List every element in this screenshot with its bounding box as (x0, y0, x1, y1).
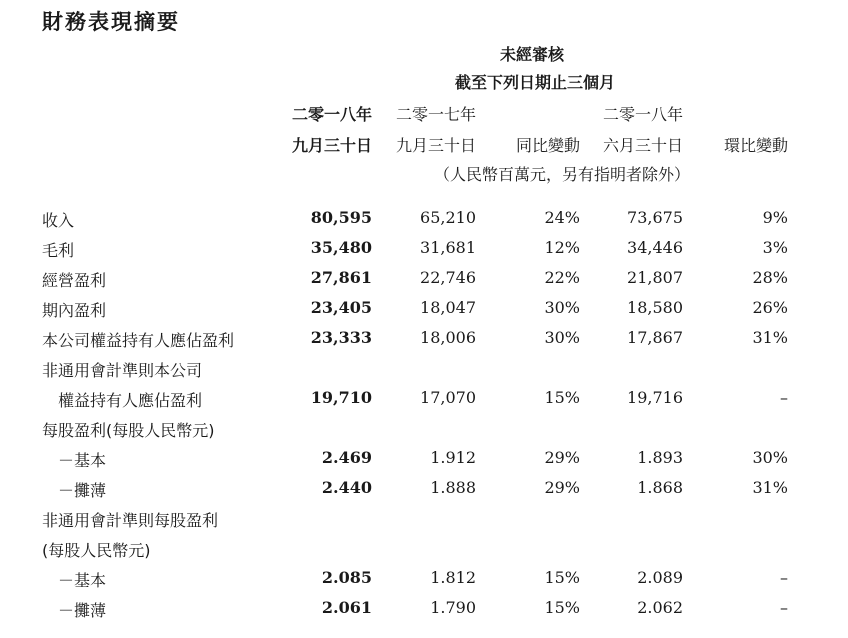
cell-2017-sep: 17,070 (420, 388, 476, 407)
cell-2018-jun: 19,716 (627, 388, 683, 407)
cell-2018-jun: 21,807 (627, 268, 683, 287)
cell-qoq: 31% (752, 328, 788, 347)
cell-2017-sep: 65,210 (420, 208, 476, 227)
table-row (0, 268, 848, 298)
cell-yoy: 15% (544, 598, 580, 617)
row-label: 非通用會計準則本公司 (42, 361, 203, 380)
cell-qoq: – (780, 598, 788, 617)
unaudited-label: 未經審核 (500, 45, 565, 64)
table-row (0, 478, 848, 508)
cell-2018-sep: 35,480 (310, 238, 372, 257)
cell-yoy: 15% (544, 568, 580, 587)
cell-2018-sep: 2.440 (321, 478, 372, 497)
table-row (0, 538, 848, 568)
page-title: 財務表現摘要 (42, 10, 180, 34)
cell-2017-sep: 31,681 (420, 238, 476, 257)
col1-header-date: 九月三十日 (291, 136, 372, 155)
cell-qoq: 30% (752, 448, 788, 467)
cell-2017-sep: 22,746 (420, 268, 476, 287)
row-label: 權益持有人應佔盈利 (58, 391, 203, 410)
cell-2018-jun: 18,580 (627, 298, 683, 317)
col4-header-year: 二零一八年 (602, 105, 683, 124)
row-label: －攤薄 (58, 481, 107, 500)
cell-2018-sep: 27,861 (310, 268, 372, 287)
cell-2018-jun: 17,867 (627, 328, 683, 347)
cell-2018-sep: 19,710 (310, 388, 372, 407)
cell-2017-sep: 1.912 (430, 448, 476, 467)
col4-header-date: 六月三十日 (602, 136, 683, 155)
cell-yoy: 22% (544, 268, 580, 287)
cell-yoy: 12% (544, 238, 580, 257)
cell-yoy: 15% (544, 388, 580, 407)
cell-2018-jun: 1.893 (637, 448, 683, 467)
table-row (0, 298, 848, 328)
row-label: 經營盈利 (42, 271, 107, 290)
cell-qoq: 28% (752, 268, 788, 287)
cell-qoq: – (780, 388, 788, 407)
table-row (0, 388, 848, 418)
row-label: (每股人民幣元) (42, 541, 151, 560)
col2-header-year: 二零一七年 (395, 105, 476, 124)
cell-yoy: 29% (544, 478, 580, 497)
cell-2018-jun: 2.062 (637, 598, 683, 617)
col2-header-date: 九月三十日 (395, 136, 476, 155)
table-row (0, 448, 848, 478)
col1-header-year: 二零一八年 (291, 105, 372, 124)
period-label: 截至下列日期止三個月 (455, 73, 616, 92)
cell-yoy: 29% (544, 448, 580, 467)
table-row (0, 598, 848, 628)
row-label: －基本 (58, 451, 107, 470)
table-row (0, 208, 848, 238)
cell-2017-sep: 18,006 (420, 328, 476, 347)
cell-2017-sep: 18,047 (420, 298, 476, 317)
row-label: 每股盈利(每股人民幣元) (42, 421, 215, 440)
cell-qoq: – (780, 568, 788, 587)
cell-2018-jun: 2.089 (637, 568, 683, 587)
cell-2018-sep: 2.469 (321, 448, 372, 467)
row-label: －攤薄 (58, 601, 107, 620)
cell-2018-sep: 23,405 (310, 298, 372, 317)
cell-qoq: 26% (752, 298, 788, 317)
cell-2017-sep: 1.812 (430, 568, 476, 587)
cell-2017-sep: 1.790 (430, 598, 476, 617)
row-label: 非通用會計準則每股盈利 (42, 511, 219, 530)
cell-2018-sep: 2.061 (321, 598, 372, 617)
row-label: 期內盈利 (42, 301, 107, 320)
cell-2018-sep: 23,333 (310, 328, 372, 347)
table-row (0, 418, 848, 448)
cell-2018-jun: 34,446 (627, 238, 683, 257)
cell-2018-sep: 80,595 (310, 208, 372, 227)
unit-note: （人民幣百萬元，另有指明者除外） (434, 165, 691, 184)
row-label: 收入 (42, 211, 75, 230)
col5-header: 環比變動 (723, 136, 788, 155)
row-label: 毛利 (42, 241, 75, 260)
table-row (0, 328, 848, 358)
table-row (0, 358, 848, 388)
cell-yoy: 24% (544, 208, 580, 227)
cell-yoy: 30% (544, 298, 580, 317)
cell-2018-jun: 73,675 (627, 208, 683, 227)
cell-qoq: 9% (762, 208, 788, 227)
cell-2018-jun: 1.868 (637, 478, 683, 497)
cell-qoq: 31% (752, 478, 788, 497)
cell-qoq: 3% (762, 238, 788, 257)
cell-yoy: 30% (544, 328, 580, 347)
row-label: 本公司權益持有人應佔盈利 (42, 331, 235, 350)
table-row (0, 568, 848, 598)
row-label: －基本 (58, 571, 107, 590)
cell-2018-sep: 2.085 (321, 568, 372, 587)
cell-2017-sep: 1.888 (430, 478, 476, 497)
col3-header: 同比變動 (515, 136, 580, 155)
table-row (0, 508, 848, 538)
table-row (0, 238, 848, 268)
